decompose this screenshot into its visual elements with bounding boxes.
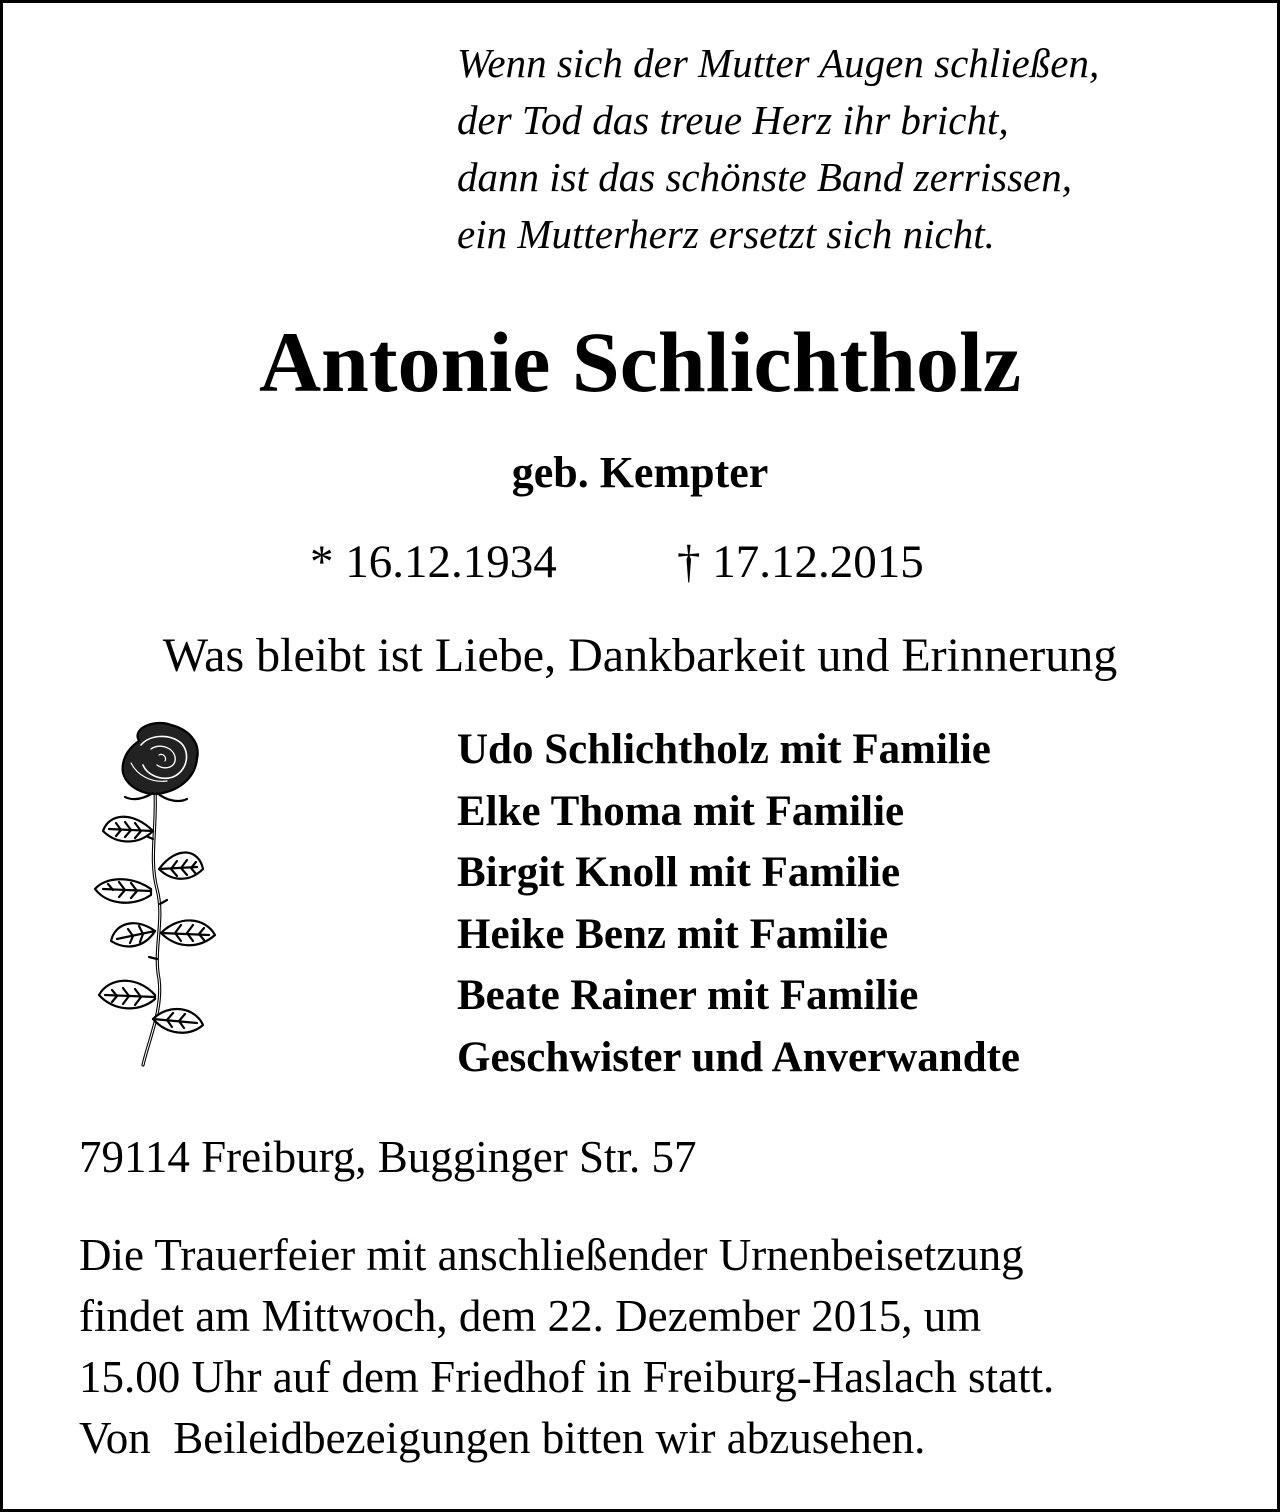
list-item: Beate Rainer mit Familie (457, 972, 919, 1019)
list-item: Heike Benz mit Familie (457, 910, 889, 958)
list-item: Elke Thoma mit Familie (457, 787, 905, 835)
list-item: Birgit Knoll mit Familie (457, 849, 901, 896)
deceased-name: Antonie Schlichtholz (258, 314, 1022, 410)
maiden-name: geb. Kempter (511, 448, 769, 497)
poem-line: Wenn sich der Mutter Augen schließen, (457, 40, 1100, 86)
funeral-notice (79, 1225, 1054, 1469)
list-item: Geschwister und Anverwandte (457, 1033, 1021, 1081)
address: 79114 Freiburg, Bugginger Str. 57 (79, 1132, 697, 1182)
motto: Was bleibt ist Liebe, Dankbarkeit und Erinnerung (162, 629, 1118, 682)
poem-line: der Tod das treue Herz ihr bricht, (457, 97, 1009, 143)
death-date: † 17.12.2015 (677, 536, 924, 588)
list-item: Udo Schlichtholz mit Familie (457, 726, 991, 773)
notice-line: findet am Mittwoch, dem 22. Dezember 2015, um (79, 1291, 982, 1341)
poem (457, 35, 1099, 263)
rose-icon (87, 719, 223, 1071)
poem-line: dann ist das schönste Band zerrissen, (457, 154, 1072, 200)
mourners-list (457, 719, 1020, 1088)
poem-line: ein Mutterherz ersetzt sich nicht. (457, 211, 995, 257)
notice-line: 15.00 Uhr auf dem Friedhof in Freiburg-Haslach statt. (79, 1352, 1055, 1402)
notice-line: Von Beileidbezeigungen bitten wir abzusehen. (79, 1413, 926, 1463)
notice-line: Die Trauerfeier mit anschließender Urnenbeisetzung (79, 1230, 1024, 1280)
birth-date: * 16.12.1934 (310, 536, 557, 588)
